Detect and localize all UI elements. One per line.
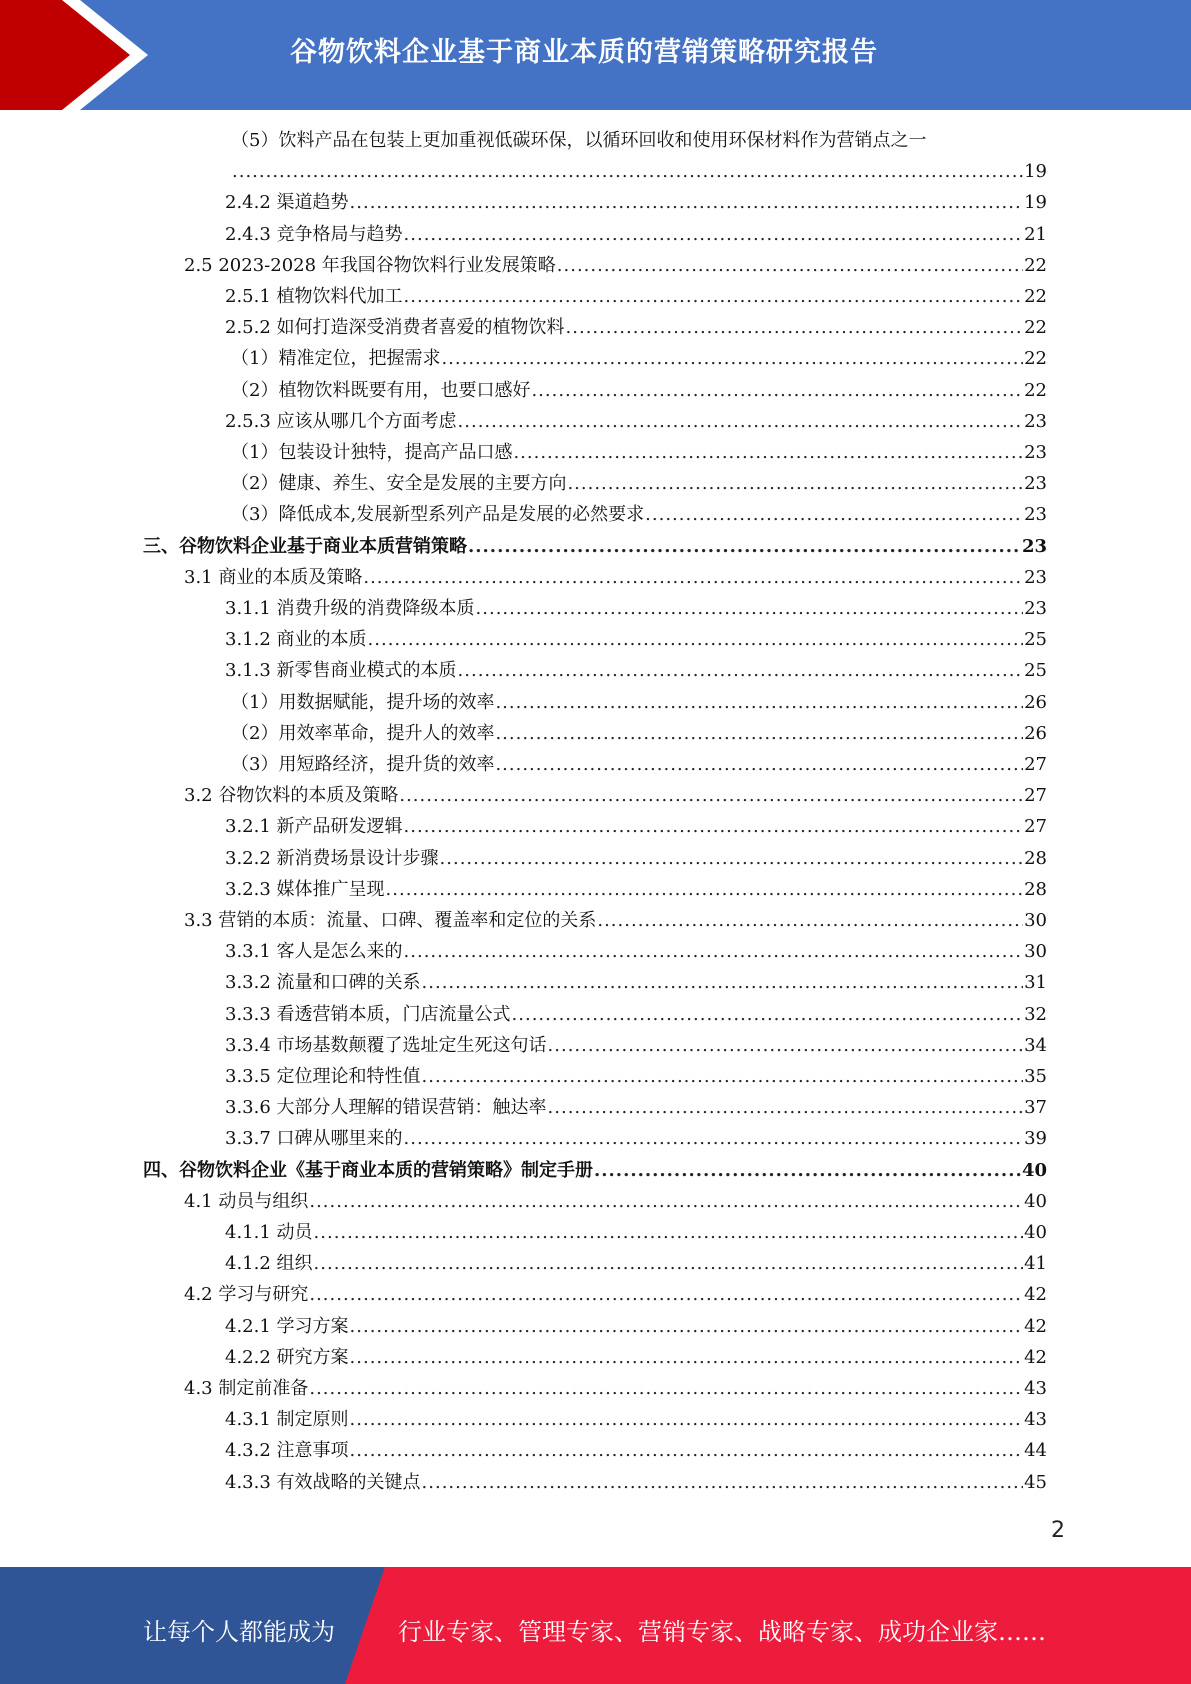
toc-dot-leader (350, 187, 1024, 218)
toc-entry[interactable] (184, 562, 1047, 593)
toc-entry-title: 4.2.2 研究方案 (225, 1347, 349, 1368)
toc-entry-page: 19 (1024, 192, 1047, 213)
toc-entry-page: 21 (1024, 224, 1047, 245)
toc-entry[interactable] (225, 936, 1047, 967)
toc-entry[interactable] (225, 1217, 1047, 1248)
toc-entry-title: 3.2.1 新产品研发逻辑 (225, 816, 403, 837)
toc-entry[interactable] (225, 281, 1047, 312)
toc-entry-title: 2.5 2023-2028 年我国谷物饮料行业发展策略 (184, 255, 556, 276)
toc-entry-title: 3.3.6 大部分人理解的错误营销：触达率 (225, 1097, 547, 1118)
toc-dot-leader (440, 843, 1024, 874)
toc-entry-title: 3.2.2 新消费场景设计步骤 (225, 848, 439, 869)
toc-entry[interactable] (231, 156, 1047, 187)
footer-slogan-right: 行业专家、管理专家、营销专家、战略专家、成功企业家…… (398, 1618, 1046, 1646)
page-footer (0, 1567, 1191, 1684)
toc-dot-leader (531, 375, 1023, 406)
toc-entry-page: 28 (1024, 879, 1047, 900)
toc-entry-title: 3.1.1 消费升级的消费降级本质 (225, 598, 475, 619)
toc-entry-page: 32 (1024, 1004, 1047, 1025)
toc-dot-leader (458, 655, 1024, 686)
toc-dot-leader (468, 531, 1021, 562)
toc-entry[interactable] (225, 593, 1047, 624)
toc-dot-leader (512, 999, 1024, 1030)
toc-entry[interactable] (225, 655, 1047, 686)
toc-dot-leader (404, 1123, 1024, 1154)
toc-entry-page: 37 (1024, 1097, 1047, 1118)
toc-dot-leader (350, 1404, 1024, 1435)
toc-dot-leader (404, 811, 1024, 842)
toc-dot-leader (314, 1217, 1024, 1248)
toc-entry-title: （5）饮料产品在包装上更加重视低碳环保，以循环回收和使用环保材料作为营销点之一 (231, 130, 927, 151)
toc-entry-title: 4.2 学习与研究 (184, 1284, 309, 1305)
toc-entry[interactable] (184, 905, 1047, 936)
toc-entry-title: 3.3.1 客人是怎么来的 (225, 941, 403, 962)
toc-entry-title: （2）用效率革命，提升人的效率 (231, 723, 495, 744)
toc-entry-title: 3.3.3 看透营销本质，门店流量公式 (225, 1004, 511, 1025)
toc-entry[interactable] (184, 780, 1047, 811)
toc-entry-page: 42 (1024, 1284, 1047, 1305)
toc-entry[interactable] (231, 343, 1047, 374)
toc-entry-title: （2）健康、养生、安全是发展的主要方向 (231, 473, 567, 494)
toc-entry-title: 3.3.2 流量和口碑的关系 (225, 972, 421, 993)
toc-entry-title: 2.5.3 应该从哪几个方面考虑 (225, 411, 457, 432)
toc-dot-leader (594, 1155, 1021, 1186)
toc-dot-leader (597, 905, 1023, 936)
toc-entry[interactable] (184, 1373, 1047, 1404)
toc-entry-title: 3.2 谷物饮料的本质及策略 (184, 785, 399, 806)
toc-entry-title: 三、谷物饮料企业基于商业本质营销策略 (143, 536, 467, 557)
toc-entry[interactable] (225, 624, 1047, 655)
toc-entry-page: 39 (1024, 1128, 1047, 1149)
document-title: 谷物饮料企业基于商业本质的营销策略研究报告 (290, 37, 878, 68)
toc-entry[interactable] (225, 406, 1047, 437)
toc-entry-page: 44 (1024, 1440, 1047, 1461)
toc-dot-leader (458, 406, 1024, 437)
toc-entry-page: 41 (1024, 1253, 1047, 1274)
toc-entry[interactable] (143, 1155, 1047, 1186)
toc-entry[interactable] (225, 811, 1047, 842)
toc-entry[interactable] (225, 1248, 1047, 1279)
toc-entry[interactable] (225, 843, 1047, 874)
toc-dot-leader (399, 780, 1023, 811)
toc-dot-leader (441, 343, 1023, 374)
toc-dot-leader (314, 1248, 1024, 1279)
toc-entry-title: 3.1 商业的本质及策略 (184, 567, 363, 588)
toc-dot-leader (309, 1186, 1023, 1217)
toc-entry[interactable] (231, 687, 1047, 718)
toc-dot-leader (422, 967, 1024, 998)
toc-entry-title: 四、谷物饮料企业《基于商业本质的营销策略》制定手册 (143, 1160, 593, 1181)
toc-entry-page: 31 (1024, 972, 1047, 993)
toc-entry-title: 4.3 制定前准备 (184, 1378, 309, 1399)
toc-dot-leader (350, 1342, 1024, 1373)
toc-entry[interactable] (184, 1279, 1047, 1310)
toc-dot-leader (386, 874, 1024, 905)
toc-entry-page: 30 (1024, 941, 1047, 962)
toc-dot-leader (557, 250, 1023, 281)
toc-entry-page: 27 (1024, 754, 1047, 775)
toc-dot-leader (368, 624, 1024, 655)
toc-entry[interactable] (225, 1061, 1047, 1092)
toc-entry-page: 22 (1024, 255, 1047, 276)
toc-entry-title: 3.2.3 媒体推广呈现 (225, 879, 385, 900)
toc-entry[interactable] (231, 718, 1047, 749)
toc-entry-page: 43 (1024, 1409, 1047, 1430)
header-arrow-decoration (0, 0, 160, 110)
toc-entry-title: 3.3.5 定位理论和特性值 (225, 1066, 421, 1087)
toc-entry[interactable] (231, 499, 1047, 530)
toc-dot-leader (422, 1061, 1024, 1092)
toc-entry[interactable] (231, 749, 1047, 780)
toc-entry[interactable] (225, 219, 1047, 250)
toc-dot-leader (422, 1467, 1024, 1498)
toc-entry-page: 22 (1024, 380, 1047, 401)
toc-dot-leader (495, 687, 1023, 718)
toc-entry-page: 23 (1024, 504, 1047, 525)
toc-entry-page: 23 (1021, 536, 1047, 557)
toc-entry-page: 22 (1024, 317, 1047, 338)
toc-entry-page: 23 (1024, 598, 1047, 619)
toc-entry-page: 23 (1024, 473, 1047, 494)
toc-entry-title: 2.4.2 渠道趋势 (225, 192, 349, 213)
toc-dot-leader (548, 1092, 1024, 1123)
toc-entry-title: 3.3.4 市场基数颠覆了选址定生死这句话 (225, 1035, 547, 1056)
toc-entry[interactable] (225, 1123, 1047, 1154)
toc-entry[interactable] (225, 1092, 1047, 1123)
toc-entry-title: 3.3 营销的本质：流量、口碑、覆盖率和定位的关系 (184, 910, 597, 931)
toc-entry[interactable] (225, 1030, 1047, 1061)
toc-entry-page: 40 (1024, 1191, 1047, 1212)
toc-entry-page: 23 (1024, 411, 1047, 432)
toc-dot-leader (495, 749, 1023, 780)
toc-entry-page: 27 (1024, 785, 1047, 806)
toc-entry-page: 40 (1021, 1160, 1047, 1181)
toc-entry-page: 42 (1024, 1347, 1047, 1368)
toc-entry-title: 4.2.1 学习方案 (225, 1316, 349, 1337)
toc-entry[interactable] (184, 250, 1047, 281)
toc-entry-page: 34 (1024, 1035, 1047, 1056)
toc-dot-leader (645, 499, 1023, 530)
toc-entry[interactable] (231, 375, 1047, 406)
toc-dot-leader (232, 156, 1023, 187)
toc-entry[interactable] (225, 1467, 1047, 1498)
toc-entry-title: 3.3.7 口碑从哪里来的 (225, 1128, 403, 1149)
toc-entry-title: 3.1.3 新零售商业模式的本质 (225, 660, 457, 681)
toc-dot-leader (476, 593, 1024, 624)
toc-entry[interactable] (225, 187, 1047, 218)
toc-entry-title: 4.1.1 动员 (225, 1222, 313, 1243)
toc-entry-title: 2.4.3 竞争格局与趋势 (225, 224, 403, 245)
toc-entry-title: 2.5.2 如何打造深受消费者喜爱的植物饮料 (225, 317, 565, 338)
toc-entry-title: 3.1.2 商业的本质 (225, 629, 367, 650)
toc-entry-title: （1）精准定位，把握需求 (231, 348, 441, 369)
toc-entry-page: 35 (1024, 1066, 1047, 1087)
toc-dot-leader (404, 281, 1024, 312)
toc-entry[interactable] (231, 437, 1047, 468)
toc-entry-page: 22 (1024, 348, 1047, 369)
toc-entry[interactable] (143, 531, 1047, 562)
page-header (0, 0, 1191, 110)
toc-entry-page: 22 (1024, 286, 1047, 307)
toc-entry[interactable] (231, 468, 1047, 499)
toc-dot-leader (350, 1311, 1024, 1342)
toc-entry[interactable] (225, 312, 1047, 343)
toc-entry-title: 4.3.1 制定原则 (225, 1409, 349, 1430)
toc-entry-page: 40 (1024, 1222, 1047, 1243)
toc-entry[interactable] (184, 1186, 1047, 1217)
toc-dot-leader (566, 312, 1024, 343)
toc-entry-title: 2.5.1 植物饮料代加工 (225, 286, 403, 307)
toc-entry-title: 4.3.2 注意事项 (225, 1440, 349, 1461)
toc-dot-leader (495, 718, 1023, 749)
toc-entry[interactable] (225, 1435, 1047, 1466)
toc-dot-leader (513, 437, 1023, 468)
toc-entry-page: 25 (1024, 629, 1047, 650)
toc-entry-page: 26 (1024, 723, 1047, 744)
toc-entry-title: （1）包装设计独特，提高产品口感 (231, 442, 513, 463)
toc-entry-page: 42 (1024, 1316, 1047, 1337)
toc-entry-page: 23 (1024, 567, 1047, 588)
toc-entry[interactable] (225, 967, 1047, 998)
toc-entry-page: 25 (1024, 660, 1047, 681)
toc-entry-title: 4.1 动员与组织 (184, 1191, 309, 1212)
toc-dot-leader (309, 1279, 1023, 1310)
toc-dot-leader (404, 219, 1024, 250)
toc-entry-title: （3）用短路经济，提升货的效率 (231, 754, 495, 775)
footer-slogan-left: 让每个人都能成为 (143, 1618, 335, 1646)
toc-entry-page: 28 (1024, 848, 1047, 869)
toc-entry-page: 27 (1024, 816, 1047, 837)
toc-entry-page: 43 (1024, 1378, 1047, 1399)
toc-dot-leader (350, 1435, 1024, 1466)
toc-entry[interactable] (231, 125, 1047, 156)
toc-entry[interactable] (225, 1404, 1047, 1435)
toc-dot-leader (548, 1030, 1024, 1061)
toc-entry-page: 19 (1024, 161, 1047, 182)
toc-entry[interactable] (225, 1342, 1047, 1373)
toc-entry-title: （2）植物饮料既要有用，也要口感好 (231, 380, 531, 401)
toc-entry-page: 26 (1024, 692, 1047, 713)
toc-entry[interactable] (225, 874, 1047, 905)
toc-entry-page: 23 (1024, 442, 1047, 463)
toc-dot-leader (567, 468, 1023, 499)
page-number: 2 (1051, 1518, 1065, 1543)
toc-dot-leader (363, 562, 1023, 593)
toc-entry-title: 4.3.3 有效战略的关键点 (225, 1472, 421, 1493)
toc-entry-title: （1）用数据赋能，提升场的效率 (231, 692, 495, 713)
toc-entry-title: （3）降低成本,发展新型系列产品是发展的必然要求 (231, 504, 645, 525)
toc-entry-page: 30 (1024, 910, 1047, 931)
toc-entry[interactable] (225, 1311, 1047, 1342)
toc-dot-leader (404, 936, 1024, 967)
toc-entry[interactable] (225, 999, 1047, 1030)
toc-entry-title: 4.1.2 组织 (225, 1253, 313, 1274)
toc-entry-page: 45 (1024, 1472, 1047, 1493)
toc-dot-leader (309, 1373, 1023, 1404)
